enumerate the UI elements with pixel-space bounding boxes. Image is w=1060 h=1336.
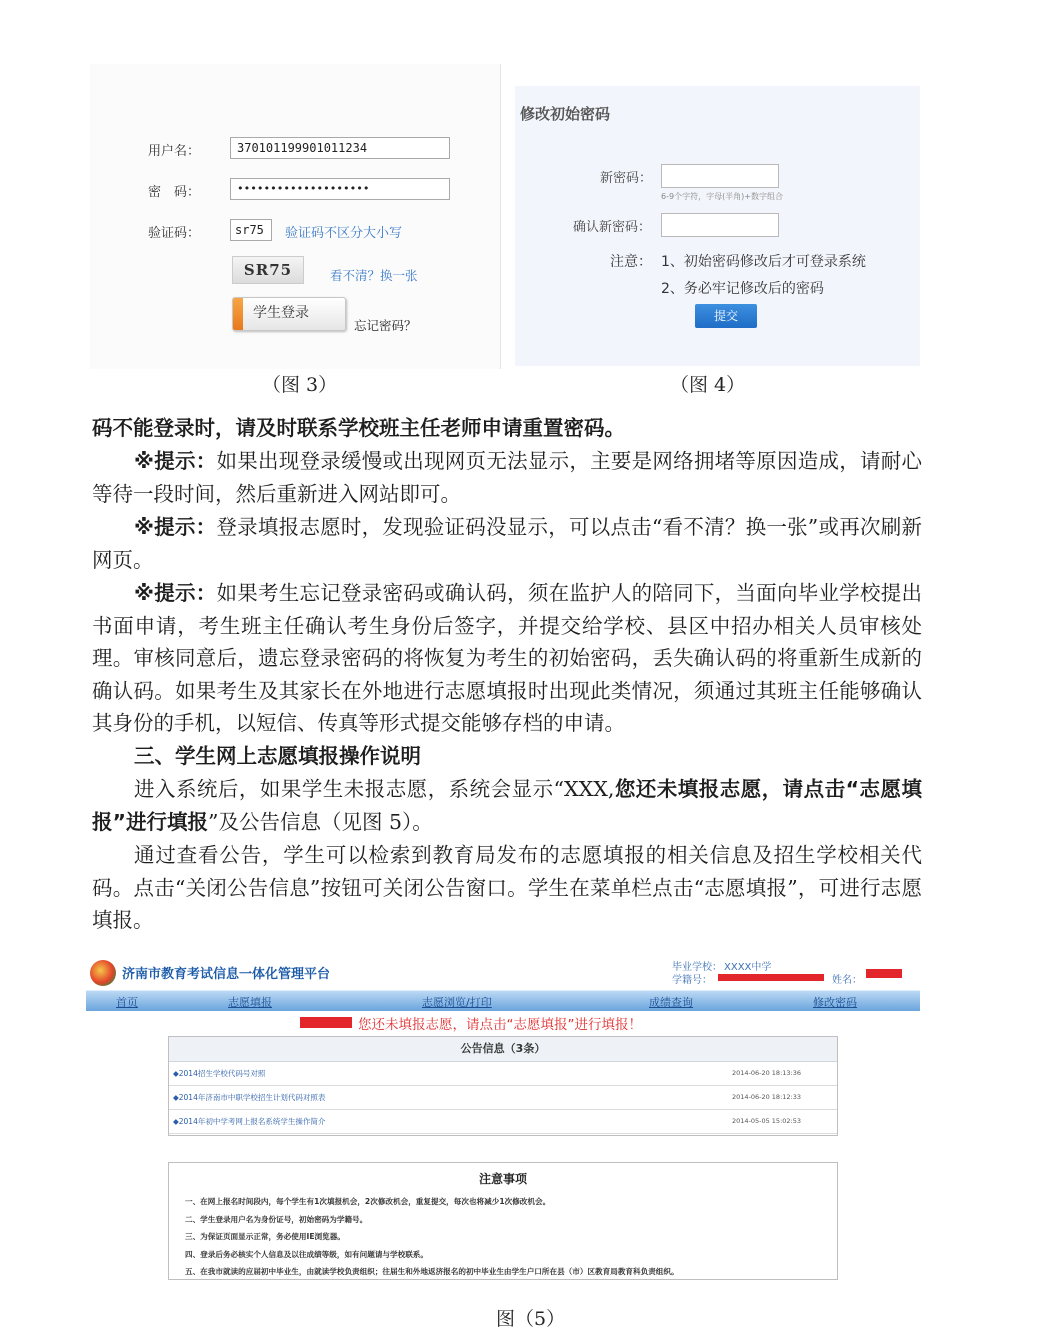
student-number-label: 学籍号： bbox=[672, 975, 712, 986]
nav-change-password[interactable]: 修改密码 bbox=[813, 996, 857, 1009]
captcha-label: 验证码： bbox=[148, 226, 201, 241]
figure-3-caption: （图 3） bbox=[262, 374, 338, 396]
notice-panel-title: 注意事项 bbox=[478, 1172, 527, 1186]
portal-nav-bar bbox=[86, 990, 920, 1011]
nav-score-query[interactable]: 成绩查询 bbox=[649, 996, 693, 1009]
paragraph-system-display bbox=[92, 773, 922, 838]
confirm-password-label: 确认新密码： bbox=[573, 220, 652, 235]
forgot-password-link[interactable]: 忘记密码？ bbox=[354, 318, 417, 333]
tip-3-label: ※提示： bbox=[134, 581, 217, 605]
reset-password-sentence: 码不能登录时，请及时联系学校班主任老师申请重置密码。 bbox=[92, 416, 625, 440]
captcha-hint: 验证码不区分大小写 bbox=[285, 226, 403, 241]
announcement-row[interactable] bbox=[169, 1062, 837, 1086]
announcement-title[interactable]: ◆2014年济南市中职学校招生计划代码对照表 bbox=[173, 1093, 326, 1102]
school-label: 毕业学校： bbox=[672, 962, 722, 973]
notice-line-1: 1、初始密码修改后才可登录系统 bbox=[661, 254, 866, 270]
captcha-input[interactable]: sr75 bbox=[230, 219, 272, 241]
announcement-title[interactable]: ◆2014年初中学考网上报名系统学生操作简介 bbox=[173, 1117, 326, 1126]
username-input[interactable]: 370101199901011234 bbox=[230, 137, 450, 159]
portal-title: 济南市教育考试信息一体化管理平台 bbox=[122, 967, 331, 982]
notice-item: 二、学生登录用户名为身份证号，初始密码为学籍号。 bbox=[185, 1214, 368, 1224]
notice-line-2: 2、务必牢记修改后的密码 bbox=[661, 281, 824, 297]
login-button-label: 学生登录 bbox=[253, 305, 309, 321]
login-form-figure bbox=[90, 64, 501, 369]
tip-2 bbox=[92, 511, 922, 576]
paragraph-announcements: 通过查看公告，学生可以检索到教育局发布的志愿填报的相关信息及招生学校相关代码。点击“关闭公告信息”按钮可关闭公告窗口。学生在菜单栏点击“志愿填报”，可进行志愿填报。 bbox=[92, 843, 922, 933]
tip-1-text: 如果出现登录缓慢或出现网页无法显示，主要是网络拥堵等原因造成，请耐心等待一段时间，然后重新进入网站即可。 bbox=[92, 449, 922, 506]
submit-button[interactable]: 提交 bbox=[695, 304, 757, 328]
tip-2-text: 登录填报志愿时，发现验证码没显示，可以点击“看不清？换一张”或再次刷新网页。 bbox=[92, 515, 922, 572]
name-label: 姓名： bbox=[832, 975, 862, 986]
student-login-button[interactable] bbox=[232, 297, 346, 331]
school-value: XXXX中学 bbox=[724, 962, 772, 973]
portal-logo-icon bbox=[90, 960, 116, 986]
nav-browse-print[interactable]: 志愿浏览/打印 bbox=[422, 996, 492, 1009]
change-password-figure bbox=[515, 86, 920, 366]
announcement-time: 2014-06-20 18:12:33 bbox=[731, 1093, 801, 1101]
announcement-panel bbox=[168, 1036, 838, 1136]
not-filled-warning: 您还未填报志愿，请点击“志愿填报”进行填报！ bbox=[358, 1017, 642, 1033]
announcement-row[interactable] bbox=[169, 1110, 837, 1134]
section-heading: 三、学生网上志愿填报操作说明 bbox=[134, 744, 421, 768]
new-password-label: 新密码： bbox=[600, 171, 653, 186]
new-password-input[interactable] bbox=[661, 164, 779, 188]
refresh-captcha-link[interactable]: 看不清？换一张 bbox=[330, 268, 418, 283]
tip-3-text: 如果考生忘记登录密码或确认码，须在监护人的陪同下，当面向毕业学校提出书面申请，考生班主任确认考生身份后签字，并提交给学校、县区中招办相关人员审核处理。审核同意后，遗忘登录密码的将恢复为考生的初始密码，丢失确认码的将重新生成新的确认码。如果考生及其家长在外地进行志愿填报时出现此类情况，须通过其班主任能够确认其身份的手机，以短信、传真等形式提交能够存档的申请。 bbox=[92, 581, 922, 736]
password-label: 密 码： bbox=[148, 185, 201, 200]
redacted-student-number bbox=[718, 974, 824, 981]
login-button-accent bbox=[233, 298, 243, 330]
paragraph-1-bold: 您还未填报志愿，请点击“志愿填报”进行填报 bbox=[92, 777, 922, 834]
figure-4-caption: （图 4） bbox=[670, 374, 746, 396]
notice-label: 注意： bbox=[610, 254, 652, 270]
paragraph-1-end: ”及公告信息（见图 5）。 bbox=[207, 809, 433, 834]
tip-1 bbox=[92, 445, 922, 510]
redacted-name bbox=[866, 969, 902, 978]
nav-fill-application[interactable]: 志愿填报 bbox=[228, 996, 272, 1009]
tip-1-label: ※提示： bbox=[134, 449, 217, 473]
password-hint: 6-9个字符，字母(半角)+数字组合 bbox=[661, 192, 784, 201]
announcement-panel-title: 公告信息（3条） bbox=[169, 1037, 837, 1062]
paragraph-1-start: 进入系统后，如果学生未报志愿，系统会显示“XXX, bbox=[134, 777, 615, 801]
notice-item: 三、为保证页面显示正常，务必使用IE浏览器。 bbox=[185, 1232, 345, 1241]
confirm-password-input[interactable] bbox=[661, 213, 779, 237]
portal-screenshot-figure bbox=[86, 950, 920, 1280]
notice-item: 一、在网上报名时间段内，每个学生有1次填报机会，2次修改机会，重复提交，每次也将减少1次修改机会。 bbox=[185, 1197, 551, 1206]
figure-5-caption: 图（5） bbox=[496, 1308, 566, 1330]
announcement-time: 2014-05-05 15:02:53 bbox=[731, 1117, 801, 1125]
captcha-image[interactable]: SR75 bbox=[232, 256, 304, 284]
announcement-time: 2014-06-20 18:13:36 bbox=[731, 1069, 801, 1077]
notice-item: 四、登录后务必核实个人信息及以往成绩等级，如有问题请与学校联系。 bbox=[185, 1249, 428, 1259]
change-password-title: 修改初始密码 bbox=[520, 105, 611, 123]
redacted-student-name bbox=[300, 1017, 352, 1028]
username-label: 用户名： bbox=[148, 144, 201, 159]
announcement-row[interactable] bbox=[169, 1086, 837, 1110]
notice-panel bbox=[168, 1162, 838, 1280]
nav-home[interactable]: 首页 bbox=[116, 996, 138, 1009]
tip-3 bbox=[92, 577, 922, 740]
notice-item: 五、在我市就读的应届初中毕业生，由就读学校负责组织；往届生和外地返济报名的初中毕业生由学生户口所在县（市）区教育局教育科负责组织。 bbox=[185, 1267, 679, 1276]
tip-2-label: ※提示： bbox=[134, 515, 217, 539]
announcement-title[interactable]: ◆2014招生学校代码号对照 bbox=[173, 1069, 266, 1078]
password-input[interactable]: •••••••••••••••••••• bbox=[230, 178, 450, 200]
